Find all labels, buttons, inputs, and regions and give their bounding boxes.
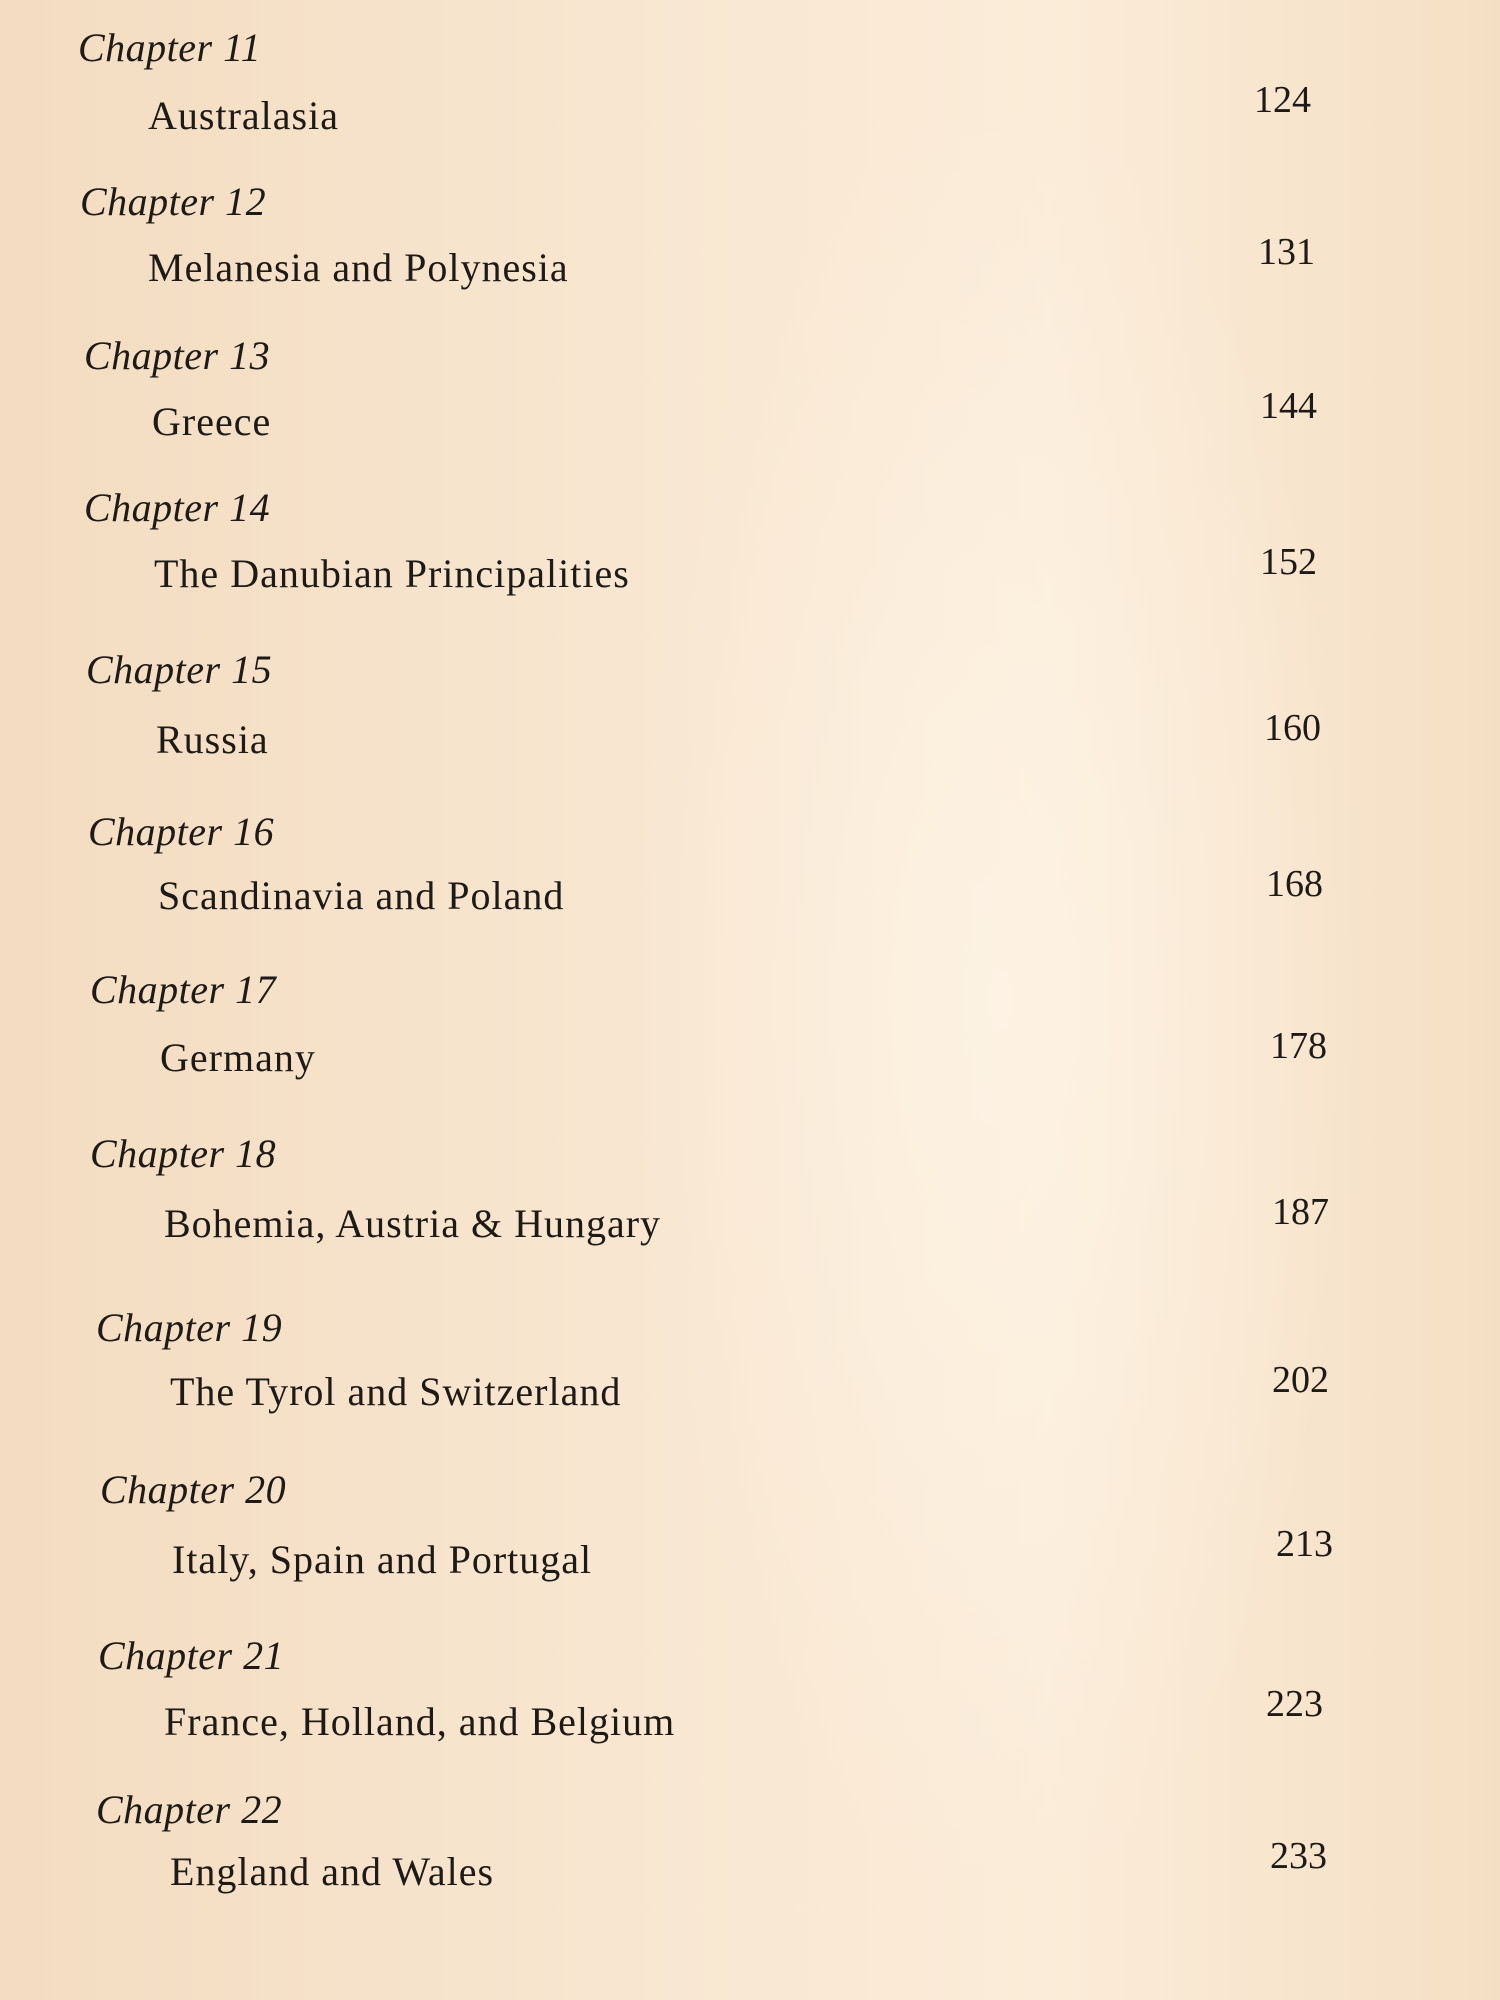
chapter-title: Italy, Spain and Portugal xyxy=(172,1537,593,1582)
chapter-label: Chapter 14 xyxy=(84,485,271,530)
chapter-label: Chapter 21 xyxy=(98,1633,285,1678)
chapter-label: Chapter 20 xyxy=(100,1467,287,1512)
page-number: 202 xyxy=(1272,1359,1329,1401)
page-number: 152 xyxy=(1260,541,1317,583)
chapter-label: Chapter 15 xyxy=(86,647,273,692)
page-number: 168 xyxy=(1266,863,1323,905)
chapter-label: Chapter 19 xyxy=(96,1305,283,1350)
chapter-label: Chapter 18 xyxy=(90,1131,277,1176)
chapter-title: Russia xyxy=(156,717,269,762)
page-number: 144 xyxy=(1260,385,1317,427)
page-number: 124 xyxy=(1254,79,1311,121)
chapter-title: Melanesia and Polynesia xyxy=(148,245,569,290)
chapter-title: The Danubian Principalities xyxy=(154,551,630,596)
page-number: 160 xyxy=(1264,707,1321,749)
page-number: 213 xyxy=(1276,1523,1333,1565)
chapter-title: England and Wales xyxy=(170,1849,495,1894)
chapter-label: Chapter 17 xyxy=(90,967,277,1012)
chapter-label: Chapter 11 xyxy=(78,25,262,70)
page-number: 131 xyxy=(1258,231,1315,273)
page-number: 187 xyxy=(1272,1191,1329,1233)
page-number: 178 xyxy=(1270,1025,1327,1067)
page-number: 223 xyxy=(1266,1683,1323,1725)
chapter-title: Greece xyxy=(152,399,272,444)
chapter-title: The Tyrol and Switzerland xyxy=(170,1369,622,1414)
chapter-title: Scandinavia and Poland xyxy=(158,873,565,918)
chapter-title: France, Holland, and Belgium xyxy=(164,1699,676,1744)
chapter-title: Germany xyxy=(160,1035,316,1080)
chapter-label: Chapter 12 xyxy=(80,179,267,224)
chapter-label: Chapter 16 xyxy=(88,809,275,854)
page-number: 233 xyxy=(1270,1835,1327,1877)
chapter-title: Australasia xyxy=(148,93,339,138)
chapter-label: Chapter 22 xyxy=(96,1787,283,1832)
chapter-title: Bohemia, Austria & Hungary xyxy=(164,1201,662,1246)
chapter-label: Chapter 13 xyxy=(84,333,271,378)
